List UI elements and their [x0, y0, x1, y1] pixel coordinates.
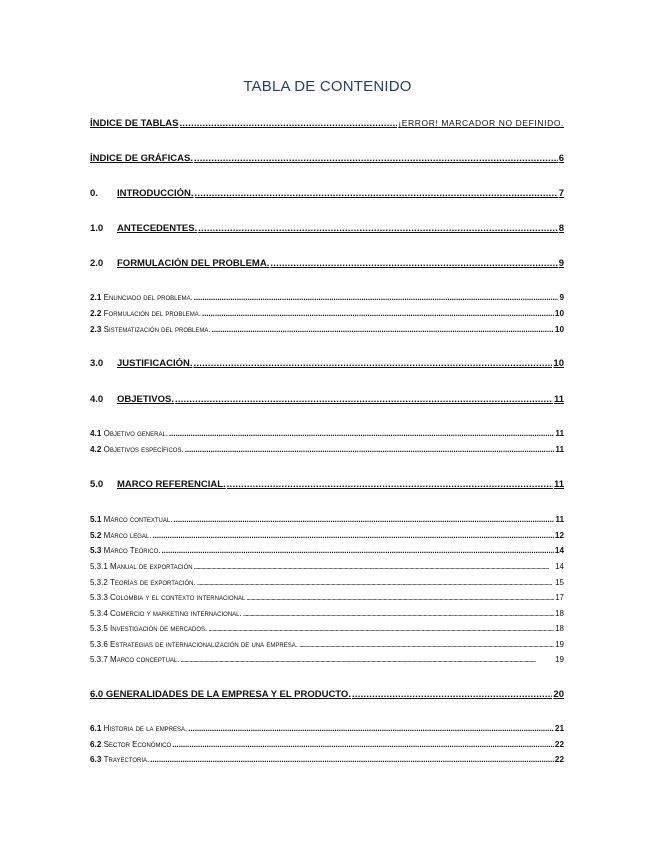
toc-entry-text: INTRODUCCIÓN. — [117, 188, 194, 199]
toc-entry-page: 9 — [558, 258, 564, 269]
toc-entry-text: Historia de la empresa. — [103, 724, 188, 733]
toc-entry-text: GENERALIDADES DE LA EMPRESA Y EL PRODUCTO. — [105, 689, 351, 700]
toc-entry-number: 3.0 — [90, 358, 104, 369]
toc-entry-antecedentes[interactable] — [90, 223, 564, 234]
toc-entry-number: 2.2 — [90, 309, 102, 318]
toc-entry-label — [90, 429, 168, 438]
toc-entry-number: 0. — [90, 188, 98, 199]
dot-leader — [169, 429, 554, 438]
toc-entry-text: Objetivos específicos. — [103, 445, 184, 454]
toc-entry-objetivos[interactable] — [90, 394, 564, 405]
toc-entry-label — [90, 624, 207, 633]
toc-entry-indice-graficas[interactable] — [90, 153, 564, 164]
toc-entry-number: 5.3.7 — [90, 655, 108, 664]
toc-entry-page: 19 — [555, 655, 564, 664]
toc-entry-text: OBJETIVOS. — [117, 394, 175, 405]
toc-entry-marco-conceptual[interactable] — [90, 655, 564, 664]
toc-entry-justificacion[interactable] — [90, 358, 564, 369]
toc-entry-label — [90, 515, 172, 524]
dot-leader — [243, 609, 554, 618]
toc-entry-manual-exportacion[interactable] — [90, 562, 564, 571]
dot-leader — [162, 546, 554, 555]
toc-entry-text: Teorías de exportación. — [110, 578, 196, 587]
toc-entry-marco-teorico[interactable] — [90, 546, 564, 555]
toc-entry-number: 2.1 — [90, 293, 102, 302]
toc-entry-label — [90, 609, 242, 618]
toc-entry-number: 6.2 — [90, 740, 102, 749]
dot-leader — [194, 562, 554, 571]
toc-entry-label — [90, 531, 151, 540]
dot-leader — [270, 258, 557, 269]
toc-entry-introduccion[interactable] — [90, 188, 564, 199]
toc-entry-label — [90, 293, 193, 302]
toc-entry-objetivo-general[interactable] — [90, 429, 564, 438]
toc-entry-text: Manual de exportación — [110, 562, 193, 571]
toc-entry-colombia-contexto[interactable] — [90, 593, 564, 602]
toc-entry-number: 6.3 — [90, 755, 102, 764]
toc-entry-page: 15 — [555, 578, 564, 587]
toc-entry-sector-economico[interactable] — [90, 740, 564, 749]
toc-entry-historia-empresa[interactable] — [90, 724, 564, 733]
toc-entry-text: Enunciado del problema. — [103, 293, 193, 302]
dot-leader — [188, 724, 554, 733]
toc-entry-formulacion-problema[interactable] — [90, 258, 564, 269]
toc-entry-label — [90, 309, 201, 318]
dot-leader — [212, 325, 554, 334]
toc-entry-sistematizacion[interactable] — [90, 325, 564, 334]
toc-entry-text: Estrategias de internacionalización de una empresa. — [110, 640, 298, 649]
toc-entry-text: Comercio y marketing internacional. — [110, 609, 242, 618]
toc-entry-number: 5.3.5 — [90, 624, 108, 633]
toc-entry-text: FORMULACIÓN DEL PROBLEMA. — [117, 258, 270, 269]
toc-entry-label — [90, 394, 174, 405]
dot-leader — [195, 188, 558, 199]
toc-entry-page: 11 — [555, 445, 564, 454]
toc-entry-generalidades[interactable] — [90, 689, 564, 700]
dot-leader — [172, 740, 554, 749]
toc-entry-page: 10 — [554, 309, 564, 318]
toc-entry-marco-legal[interactable] — [90, 531, 564, 540]
toc-entry-text: Marco legal. — [103, 531, 152, 540]
dot-leader — [180, 118, 398, 129]
toc-entry-number: 2.0 — [90, 258, 104, 269]
toc-entry-text: Formulación del problema. — [103, 309, 201, 318]
toc-entry-page: 14 — [554, 546, 564, 555]
dot-leader — [150, 755, 554, 764]
toc-entry-label — [90, 689, 351, 700]
toc-entry-number: 5.1 — [90, 515, 102, 524]
toc-entry-page: 11 — [555, 515, 564, 524]
toc-entry-label — [90, 578, 196, 587]
toc-entry-investigacion-mercados[interactable] — [90, 624, 564, 633]
dot-leader — [180, 655, 554, 664]
dot-leader — [299, 640, 554, 649]
toc-entry-text: Objetivo general. — [103, 429, 169, 438]
toc-entry-page: 22 — [554, 740, 564, 749]
toc-entry-text: Marco Teórico. — [103, 546, 161, 555]
toc-entry-label — [90, 740, 171, 749]
toc-entry-page: 18 — [555, 624, 564, 633]
toc-entry-text: ANTECEDENTES. — [117, 223, 198, 234]
toc-entry-label — [90, 593, 245, 602]
toc-entry-text: Colombia y el contexto internacional — [110, 593, 246, 602]
toc-entry-estrategias-internacionalizacion[interactable] — [90, 640, 564, 649]
toc-entry-label — [90, 445, 184, 454]
toc-entry-page: 21 — [554, 724, 564, 733]
dot-leader — [208, 624, 554, 633]
dot-leader — [202, 309, 554, 318]
toc-entry-label — [90, 724, 187, 733]
toc-entry-page: 7 — [558, 188, 564, 199]
document-title: TABLA DE CONTENIDO — [243, 78, 412, 95]
toc-entry-number: 4.2 — [90, 445, 102, 454]
toc-entry-number: 6.0 — [90, 689, 104, 700]
toc-entry-text: Sector Económico — [103, 740, 172, 749]
dot-leader — [194, 153, 558, 164]
toc-entry-text: JUSTIFICACIÓN. — [117, 358, 193, 369]
toc-entry-label — [90, 258, 269, 269]
toc-entry-marco-contextual[interactable] — [90, 515, 564, 524]
dot-leader — [227, 479, 553, 490]
toc-entry-label — [90, 188, 194, 199]
dot-leader — [198, 223, 557, 234]
toc-entry-number: 5.3.4 — [90, 609, 108, 618]
dot-leader — [152, 531, 553, 540]
toc-entry-page: 10 — [554, 325, 564, 334]
toc-entry-page: 19 — [555, 640, 564, 649]
toc-entry-number: 5.3.1 — [90, 562, 108, 571]
toc-entry-page: 11 — [553, 394, 564, 405]
toc-entry-indice-tablas[interactable] — [90, 118, 564, 129]
toc-entry-marco-referencial[interactable] — [90, 479, 564, 490]
toc-entry-page: 10 — [553, 358, 564, 369]
dot-leader — [193, 358, 552, 369]
toc-entry-label — [90, 223, 197, 234]
toc-entry-number: 4.1 — [90, 429, 102, 438]
dot-leader — [246, 593, 554, 602]
dot-leader — [194, 293, 559, 302]
toc-entry-page: 22 — [554, 755, 564, 764]
toc-entry-page: 14 — [555, 562, 564, 571]
toc-entry-text: MARCO REFERENCIAL. — [117, 479, 226, 490]
toc-entry-label — [90, 755, 149, 764]
toc-entry-page: 12 — [554, 531, 564, 540]
toc-entry-page: 20 — [553, 689, 564, 700]
toc-entry-label — [90, 640, 298, 649]
toc-entry-page: 17 — [555, 593, 564, 602]
toc-entry-page: 8 — [558, 223, 564, 234]
toc-entry-enunciado[interactable] — [90, 293, 564, 302]
toc-entry-number: 5.3.3 — [90, 593, 108, 602]
dot-leader — [175, 394, 553, 405]
dot-leader — [197, 578, 554, 587]
toc-entry-text: Marco contextual. — [103, 515, 173, 524]
toc-entry-objetivos-especificos[interactable] — [90, 445, 564, 454]
toc-entry-text: Sistematización del problema. — [103, 325, 211, 334]
toc-entry-page: ¡ERROR! MARCADOR NO DEFINIDO. — [398, 118, 564, 128]
toc-entry-text: Trayectoria. — [103, 755, 150, 764]
toc-entry-label — [90, 325, 211, 334]
toc-entry-page: 9 — [559, 293, 564, 302]
toc-entry-number: 5.3 — [90, 546, 102, 555]
toc-entry-number: 4.0 — [90, 394, 104, 405]
toc-entry-trayectoria[interactable] — [90, 755, 564, 764]
toc-entry-page: 11 — [553, 479, 564, 490]
toc-entry-number: 5.2 — [90, 531, 102, 540]
toc-entry-number: 1.0 — [90, 223, 104, 234]
dot-leader — [352, 689, 552, 700]
toc-entry-label — [90, 479, 226, 490]
toc-entry-page: 18 — [555, 609, 564, 618]
toc-entry-label — [90, 358, 192, 369]
toc-entry-number: 6.1 — [90, 724, 102, 733]
toc-entry-comercio-marketing[interactable] — [90, 609, 564, 618]
toc-entry-text: ÍNDICE DE TABLAS — [90, 118, 179, 129]
toc-entry-text: ÍNDICE DE GRÁFICAS. — [90, 153, 193, 164]
toc-entry-number: 5.3.2 — [90, 578, 108, 587]
toc-entry-number: 5.0 — [90, 479, 104, 490]
toc-entry-label — [90, 655, 179, 664]
dot-leader — [185, 445, 555, 454]
toc-entry-text: Marco conceptual. — [110, 655, 180, 664]
toc-entry-page: 11 — [555, 429, 564, 438]
toc-entry-page: 6 — [558, 153, 564, 164]
toc-entry-number: 5.3.6 — [90, 640, 108, 649]
dot-leader — [173, 515, 554, 524]
toc-entry-text: Investigación de mercados. — [110, 624, 208, 633]
toc-entry-teorias-exportacion[interactable] — [90, 578, 564, 587]
toc-entry-label — [90, 562, 193, 571]
toc-entry-number: 2.3 — [90, 325, 102, 334]
toc-entry-formulacion[interactable] — [90, 309, 564, 318]
toc-entry-label — [90, 546, 161, 555]
